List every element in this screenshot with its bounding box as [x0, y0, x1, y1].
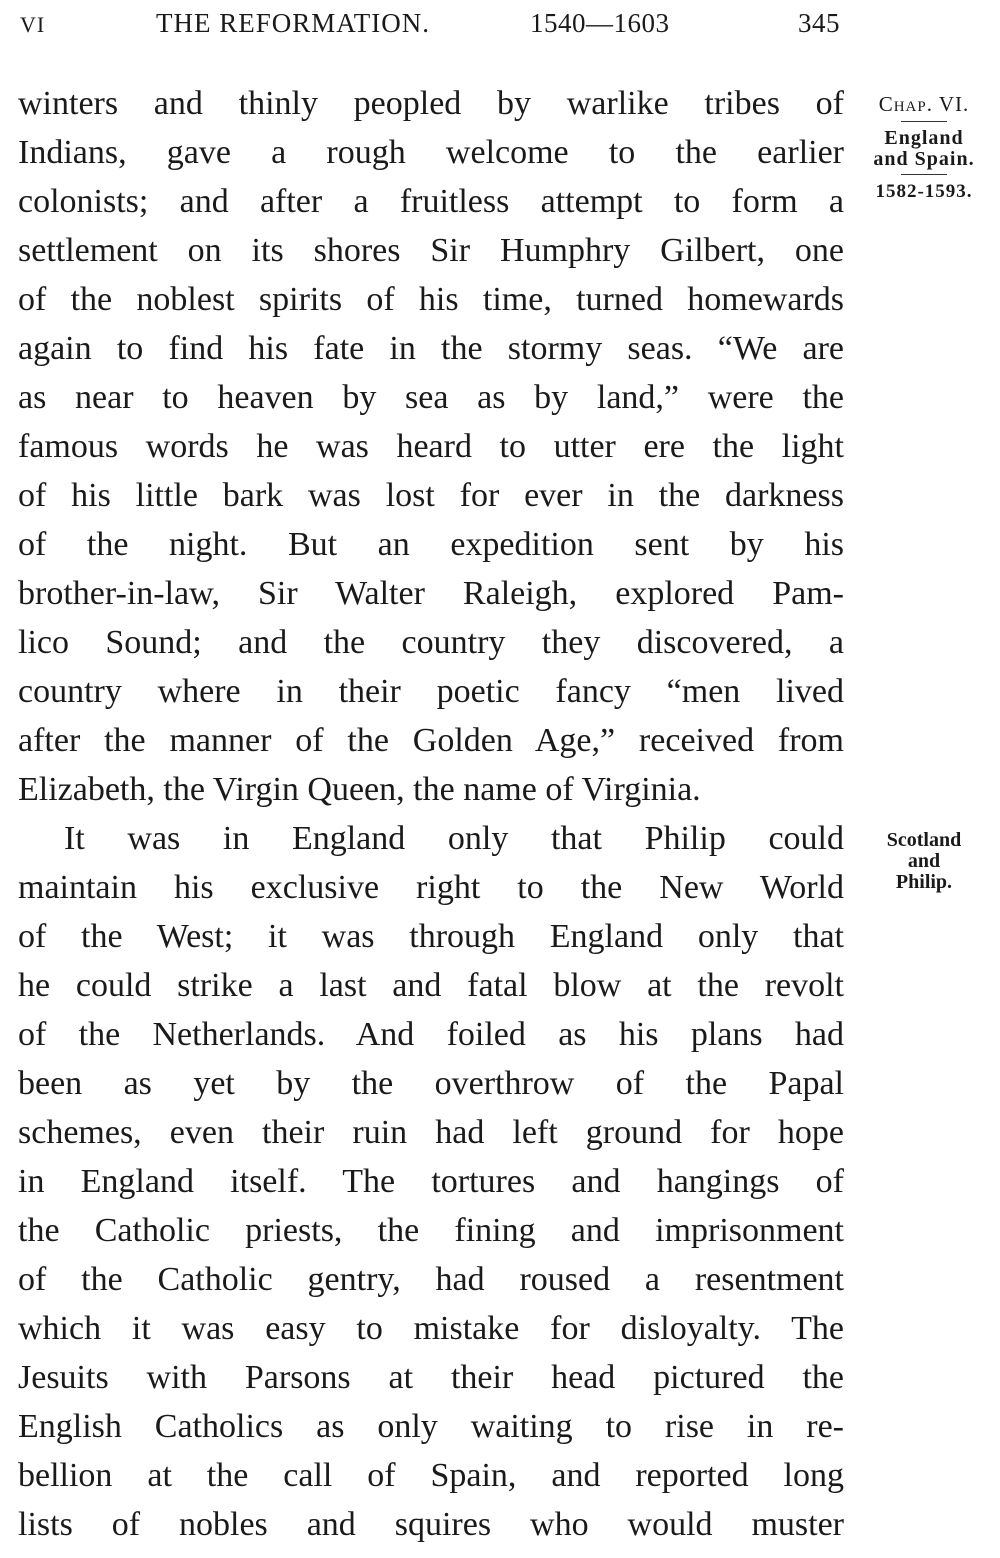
text-line: in England itself. The tortures and hangings of	[18, 1163, 844, 1200]
margin-rule	[901, 121, 947, 122]
margin-dates: 1582-1593.	[875, 181, 973, 202]
text-line: which it was easy to mistake for disloyalty. The	[18, 1310, 844, 1347]
text-line: English Catholics as only waiting to rise in re-	[18, 1408, 844, 1445]
text-line: colonists; and after a fruitless attempt to form a	[18, 183, 844, 220]
text-line: of his little bark was lost for ever in the darkness	[18, 477, 844, 514]
text-line: famous words he was heard to utter ere the light	[18, 428, 844, 465]
text-line: of the Catholic gentry, had roused a resentment	[18, 1261, 844, 1298]
paragraph-last-line: Elizabeth, the Virgin Queen, the name of Virginia.	[18, 771, 701, 808]
text-line: he could strike a last and fatal blow at the revolt	[18, 967, 844, 1004]
margin-rule	[901, 174, 947, 175]
text-line: maintain his exclusive right to the New World	[18, 869, 844, 906]
text-line: Indians, gave a rough welcome to the earlier	[18, 134, 844, 171]
text-line: lico Sound; and the country they discovered, a	[18, 624, 844, 661]
text-line: of the West; it was through England only that	[18, 918, 844, 955]
running-header	[20, 6, 840, 46]
text-line: again to find his fate in the stormy seas. “We are	[18, 330, 844, 367]
text-line: country where in their poetic fancy “men lived	[18, 673, 844, 710]
text-line: settlement on its shores Sir Humphry Gilbert, one	[18, 232, 844, 269]
text-line: the Catholic priests, the fining and imprisonment	[18, 1212, 844, 1249]
text-line: schemes, even their ruin had left ground for hope	[18, 1114, 844, 1151]
margin-topic-scotland: Scotland	[886, 829, 962, 851]
margin-note-chapter	[856, 92, 992, 203]
margin-topic-and: and	[907, 850, 941, 872]
text-line: winters and thinly peopled by warlike tribes of	[18, 85, 844, 122]
margin-chapter-label: Chap. VI.	[878, 92, 970, 116]
margin-topic-england: England	[884, 127, 964, 149]
section-number: VI	[20, 12, 46, 37]
body-text	[18, 79, 844, 1549]
text-line: of the noblest spirits of his time, turned homewards	[18, 281, 844, 318]
page-number: 345	[798, 8, 840, 38]
text-line: Jesuits with Parsons at their head pictured the	[18, 1359, 844, 1396]
text-line: of the Netherlands. And foiled as his plans had	[18, 1016, 844, 1053]
text-line: lists of nobles and squires who would muster	[18, 1506, 844, 1543]
running-dates: 1540—1603	[530, 8, 670, 38]
margin-note-scotland	[856, 830, 992, 893]
running-title: THE REFORMATION.	[156, 8, 431, 38]
paragraph-first-line: It was in England only that Philip could	[64, 820, 844, 857]
text-line: been as yet by the overthrow of the Papal	[18, 1065, 844, 1102]
text-line: of the night. But an expedition sent by his	[18, 526, 844, 563]
margin-topic-spain: and Spain.	[873, 148, 975, 170]
text-line: after the manner of the Golden Age,” received from	[18, 722, 844, 759]
margin-topic-philip: Philip.	[895, 871, 953, 893]
text-line: bellion at the call of Spain, and reported long	[18, 1457, 844, 1494]
text-line: brother-in-law, Sir Walter Raleigh, explored Pam-	[18, 575, 844, 612]
text-line: as near to heaven by sea as by land,” were the	[18, 379, 844, 416]
